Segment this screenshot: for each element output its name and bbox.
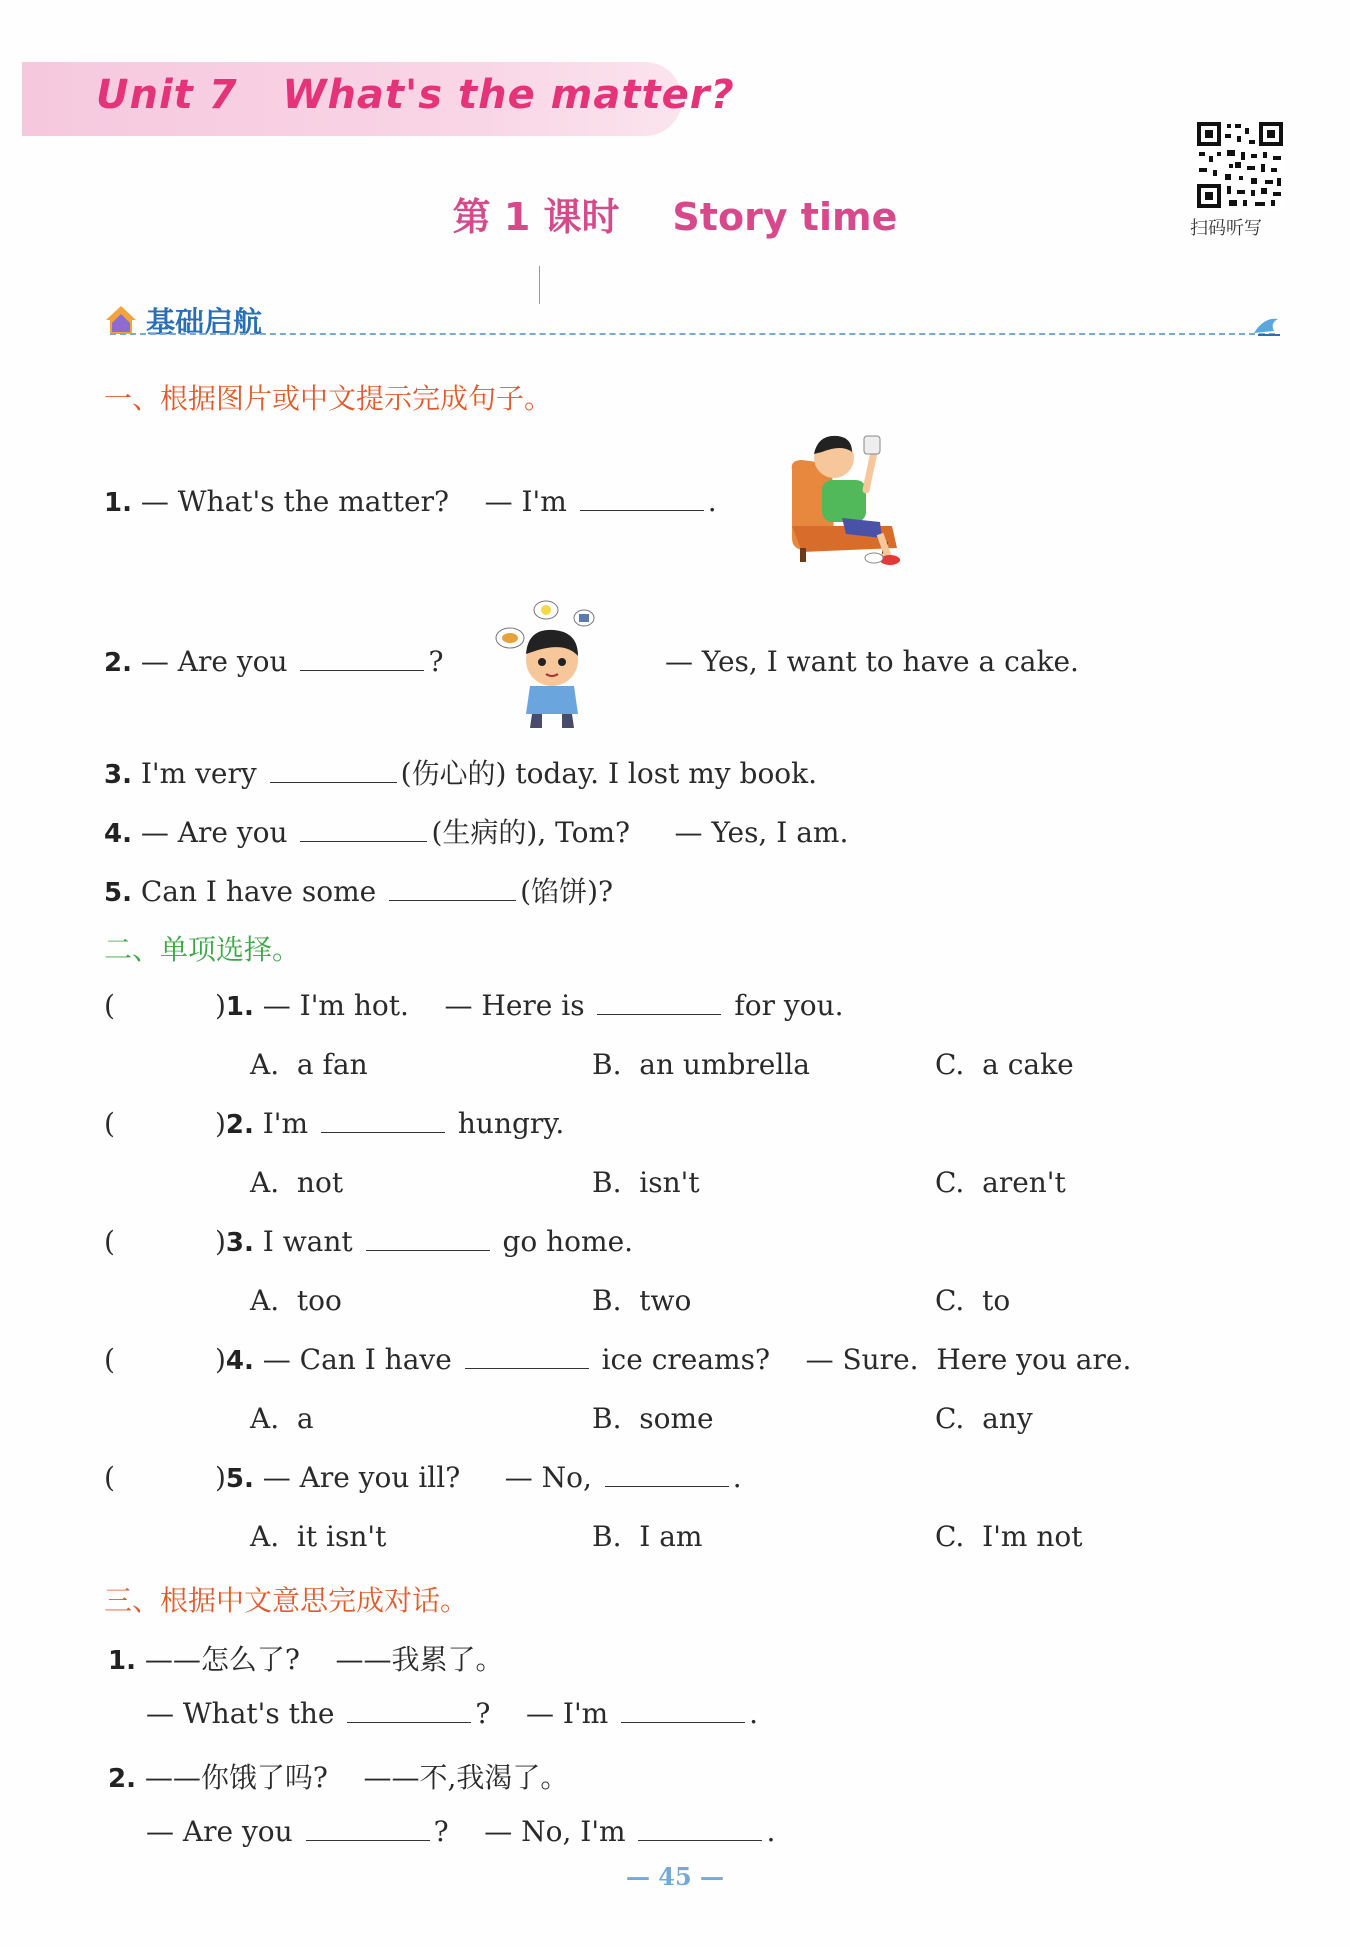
item-text-end: (生病的), Tom? — Yes, I am.: [431, 816, 849, 849]
answer-blank[interactable]: [638, 1816, 762, 1841]
option-b[interactable]: B. I am: [592, 1520, 703, 1553]
answer-blank[interactable]: [465, 1344, 589, 1369]
option-b[interactable]: B. isn't: [592, 1166, 700, 1199]
question-text-end: hungry.: [457, 1107, 565, 1140]
question-text: I'm: [253, 1107, 309, 1140]
answer-blank[interactable]: [306, 1816, 430, 1841]
question-text-end: for you.: [734, 989, 844, 1022]
english-text-end: .: [749, 1697, 759, 1730]
english-text-end: .: [766, 1815, 776, 1848]
chinese-dialogue: ——怎么了? ——我累了。: [135, 1643, 504, 1676]
option-a[interactable]: A. a fan: [250, 1048, 368, 1081]
question-number: 2.: [225, 1110, 254, 1140]
option-b[interactable]: B. an umbrella: [592, 1048, 810, 1081]
qr-label: 扫码听写: [1190, 218, 1262, 239]
option-a[interactable]: A. not: [250, 1166, 344, 1199]
item-text: — Are you: [131, 816, 288, 849]
part3-item-1-english: [146, 1697, 758, 1730]
english-text: — Are you: [146, 1815, 293, 1848]
section-label: 基础启航: [146, 304, 263, 339]
option-c[interactable]: C. a cake: [935, 1048, 1074, 1081]
question-text-end: ice creams? — Sure. Here you are.: [601, 1343, 1132, 1376]
tired-boy-illustration: [782, 430, 922, 570]
part2-title: 二、单项选择。: [104, 933, 301, 966]
option-a[interactable]: A. a: [250, 1402, 314, 1435]
item-text-end: .: [707, 485, 717, 518]
item-text: I'm very: [131, 757, 257, 790]
english-text: — What's the: [146, 1697, 335, 1730]
unit-title: Unit 7 What's the matter?: [96, 72, 735, 118]
lesson-title: 第 1 课时 Story time: [452, 195, 898, 239]
question-text-end: .: [732, 1461, 742, 1494]
option-a[interactable]: A. it isn't: [250, 1520, 387, 1553]
item-text-end: (伤心的) today. I lost my book.: [400, 757, 818, 790]
item-text: — What's the matter? — I'm: [131, 485, 567, 518]
part3-item-2-chinese: [108, 1756, 568, 1796]
answer-blank[interactable]: [580, 486, 704, 511]
item-number: 4.: [104, 819, 132, 849]
english-text-mid: ? — I'm: [475, 1697, 609, 1730]
answer-blank[interactable]: [621, 1698, 745, 1723]
answer-blank[interactable]: [347, 1698, 471, 1723]
option-c[interactable]: C. to: [935, 1284, 1011, 1317]
part2-question-1: ( )1. — I'm hot. — Here is for you.: [104, 989, 844, 1022]
wave-icon: [1252, 313, 1282, 337]
option-b[interactable]: B. some: [592, 1402, 714, 1435]
option-c[interactable]: C. any: [935, 1402, 1033, 1435]
part3-title: 三、根据中文意思完成对话。: [104, 1584, 469, 1617]
question-text: I want: [253, 1225, 353, 1258]
item-text: Can I have some: [131, 875, 377, 908]
part2-question-2: ( )2. I'm hungry.: [104, 1107, 565, 1140]
answer-blank[interactable]: [389, 876, 516, 901]
answer-blank[interactable]: [605, 1462, 729, 1487]
part2-question-4: ( )4. — Can I have ice creams? — Sure. Here you are.: [104, 1343, 1132, 1376]
option-c[interactable]: C. I'm not: [935, 1520, 1083, 1553]
part1-item-4: [104, 811, 848, 851]
part1-item-3: [104, 752, 817, 792]
answer-blank[interactable]: [300, 646, 424, 671]
option-c[interactable]: C. aren't: [935, 1166, 1066, 1199]
answer-blank[interactable]: [270, 758, 397, 783]
answer-blank[interactable]: [321, 1108, 445, 1133]
question-text: — Can I have: [253, 1343, 452, 1376]
part3-item-1-chinese: [108, 1638, 503, 1678]
question-text-end: go home.: [502, 1225, 634, 1258]
section-divider: [110, 333, 1275, 335]
question-text: — I'm hot. — Here is: [253, 989, 585, 1022]
answer-blank[interactable]: [366, 1226, 490, 1251]
item-number: 5.: [104, 878, 132, 908]
item-text: — Are you: [131, 645, 288, 678]
part1-item-2-reply: — Yes, I want to have a cake.: [665, 645, 1079, 678]
option-b[interactable]: B. two: [592, 1284, 692, 1317]
item-number: 2.: [108, 1764, 136, 1794]
answer-blank[interactable]: [597, 990, 721, 1015]
hungry-boy-illustration: [490, 598, 610, 730]
question-number: 1.: [225, 992, 254, 1022]
part1-item-2: [104, 645, 443, 678]
part2-question-5: ( )5. — Are you ill? — No, .: [104, 1461, 742, 1494]
part2-question-3: ( )3. I want go home.: [104, 1225, 634, 1258]
qr-code-icon[interactable]: [1195, 120, 1285, 210]
item-number: 2.: [104, 648, 132, 678]
part1-item-5: [104, 870, 613, 910]
item-number: 1.: [108, 1646, 136, 1676]
chinese-dialogue: ——你饿了吗? ——不,我渴了。: [135, 1761, 569, 1794]
item-number: 1.: [104, 488, 132, 518]
page-number: — 45 —: [625, 1862, 725, 1891]
part3-item-2-english: [146, 1815, 775, 1848]
item-number: 3.: [104, 760, 132, 790]
question-number: 5.: [225, 1464, 254, 1494]
item-text-end: (馅饼)?: [520, 875, 614, 908]
question-number: 3.: [225, 1228, 254, 1258]
english-text-mid: ? — No, I'm: [433, 1815, 626, 1848]
question-text: — Are you ill? — No,: [253, 1461, 592, 1494]
option-a[interactable]: A. too: [250, 1284, 342, 1317]
question-number: 4.: [225, 1346, 254, 1376]
house-icon: [104, 304, 138, 336]
part1-title: 一、根据图片或中文提示完成句子。: [104, 382, 553, 415]
answer-blank[interactable]: [300, 817, 427, 842]
part1-item-1: [104, 485, 717, 518]
item-text-end: ?: [428, 645, 444, 678]
divider: [539, 266, 540, 304]
